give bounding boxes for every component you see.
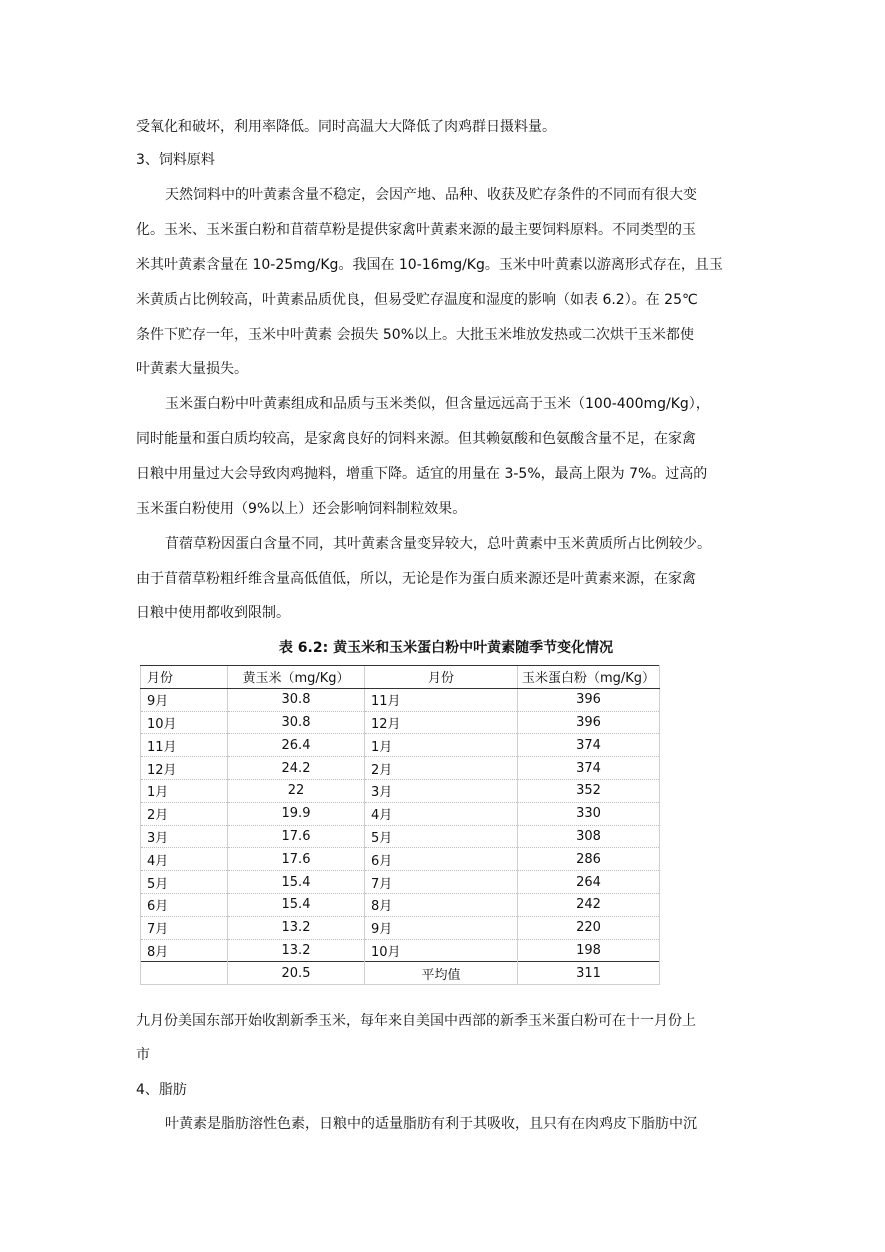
- table-row: [141, 962, 660, 985]
- table-cell: 311: [518, 962, 660, 985]
- table-cell: 5月: [365, 825, 518, 848]
- table-cell: 30.8: [228, 688, 365, 711]
- table-cell: 15.4: [228, 871, 365, 894]
- table-cell: 374: [518, 757, 660, 780]
- table-row: [141, 757, 660, 780]
- paragraph-line: 叶黄素大量损失。: [136, 361, 248, 377]
- paragraph-line: 市: [136, 1047, 150, 1063]
- table-cell: 4月: [141, 848, 228, 871]
- table-cell: 3月: [141, 825, 228, 848]
- table-cell: [141, 962, 228, 985]
- paragraph-line: 天然饲料中的叶黄素含量不稳定，会因产地、品种、收获及贮存条件的不同而有很大变: [165, 187, 697, 203]
- paragraph-line: 受氧化和破坏，利用率降低。同时高温大大降低了肉鸡群日摄料量。: [136, 119, 556, 135]
- table-row: [141, 939, 660, 962]
- table-cell: 7月: [141, 916, 228, 939]
- table-row: [141, 779, 660, 802]
- paragraph-line: 由于苜蓿草粉粗纤维含量高低值低，所以，无论是作为蛋白质来源还是叶黄素来源，在家禽: [136, 571, 696, 587]
- paragraph-line: 苜蓿草粉因蛋白含量不同，其叶黄素含量变异较大，总叶黄素中玉米黄质所占比例较少。: [165, 536, 711, 552]
- seasonal-lutein-table: [140, 665, 660, 985]
- table-cell: 396: [518, 688, 660, 711]
- table-row: [141, 916, 660, 939]
- table-header-cell: 黄玉米（mg/Kg）: [228, 666, 365, 689]
- table-cell: 8月: [365, 893, 518, 916]
- paragraph-line: 叶黄素是脂肪溶性色素，日粮中的适量脂肪有利于其吸收，且只有在肉鸡皮下脂肪中沉: [165, 1116, 697, 1132]
- paragraph-line: 米黄质占比例较高，叶黄素品质优良，但易受贮存温度和湿度的影响（如表 6.2）。在 25℃: [136, 292, 698, 308]
- table-cell: 20.5: [228, 962, 365, 985]
- table-cell: 22: [228, 779, 365, 802]
- table-cell: 13.2: [228, 939, 365, 962]
- section-heading-3: 3、饲料原料: [136, 152, 215, 168]
- table-cell: 9月: [141, 688, 228, 711]
- table-cell: 4月: [365, 802, 518, 825]
- table-cell: 6月: [365, 848, 518, 871]
- table-cell: 264: [518, 871, 660, 894]
- table-cell: 10月: [141, 711, 228, 734]
- paragraph-line: 玉米蛋白粉中叶黄素组成和品质与玉米类似，但含量远远高于玉米（100-400mg/Kg），: [165, 396, 710, 412]
- table-cell: 6月: [141, 893, 228, 916]
- table-row: [141, 688, 660, 711]
- table-row: [141, 711, 660, 734]
- table-cell: 17.6: [228, 825, 365, 848]
- table-row: [141, 848, 660, 871]
- table-cell: 24.2: [228, 757, 365, 780]
- table-cell: 19.9: [228, 802, 365, 825]
- paragraph-line: 化。玉米、玉米蛋白粉和苜蓿草粉是提供家禽叶黄素来源的最主要饲料原料。不同类型的玉: [136, 222, 696, 238]
- table-cell: 26.4: [228, 734, 365, 757]
- table-cell: 396: [518, 711, 660, 734]
- table-header-cell: 月份: [365, 666, 518, 689]
- table-cell: 1月: [141, 779, 228, 802]
- table-cell: 286: [518, 848, 660, 871]
- table-cell: 12月: [365, 711, 518, 734]
- table-cell: 5月: [141, 871, 228, 894]
- table-row: [141, 871, 660, 894]
- table-cell: 9月: [365, 916, 518, 939]
- table-cell: 198: [518, 939, 660, 962]
- table-row: [141, 893, 660, 916]
- table-cell: 11月: [365, 688, 518, 711]
- paragraph-line: 日粮中使用都收到限制。: [136, 605, 290, 621]
- table-cell: 3月: [365, 779, 518, 802]
- paragraph-line: 日粮中用量过大会导致肉鸡抛料，增重下降。适宜的用量在 3-5%，最高上限为 7%。过高的: [136, 466, 708, 482]
- table-cell: 2月: [365, 757, 518, 780]
- table-cell: 12月: [141, 757, 228, 780]
- table-header-cell: 玉米蛋白粉（mg/Kg）: [518, 666, 660, 689]
- table-cell: 15.4: [228, 893, 365, 916]
- table-cell: 11月: [141, 734, 228, 757]
- table-cell: 7月: [365, 871, 518, 894]
- paragraph-line: 米其叶黄素含量在 10-25mg/Kg。我国在 10-16mg/Kg。玉米中叶黄素以游离形式存在，且玉: [136, 257, 723, 273]
- table-row: [141, 802, 660, 825]
- table-cell: 374: [518, 734, 660, 757]
- table-cell: 220: [518, 916, 660, 939]
- section-heading-4: 4、脂肪: [136, 1082, 187, 1098]
- paragraph-line: 玉米蛋白粉使用（9%以上）还会影响饲料制粒效果。: [136, 501, 467, 517]
- table-cell: 13.2: [228, 916, 365, 939]
- table-header-row: [141, 666, 660, 689]
- table-cell: 17.6: [228, 848, 365, 871]
- table-cell: 330: [518, 802, 660, 825]
- table-cell: 308: [518, 825, 660, 848]
- table-cell: 242: [518, 893, 660, 916]
- table-row: [141, 734, 660, 757]
- table-header-cell: 月份: [141, 666, 228, 689]
- table-cell: 10月: [365, 939, 518, 962]
- table-row: [141, 825, 660, 848]
- table-cell: 30.8: [228, 711, 365, 734]
- table-cell: 2月: [141, 802, 228, 825]
- paragraph-line: 条件下贮存一年，玉米中叶黄素 会损失 50%以上。大批玉米堆放发热或二次烘干玉米都使: [136, 327, 695, 343]
- table-cell: 8月: [141, 939, 228, 962]
- table-cell: 352: [518, 779, 660, 802]
- table-cell: 平均值: [365, 962, 518, 985]
- table-caption: 表 6.2: 黄玉米和玉米蛋白粉中叶黄素随季节变化情况: [278, 640, 614, 656]
- paragraph-line: 同时能量和蛋白质均较高，是家禽良好的饲料来源。但其赖氨酸和色氨酸含量不足，在家禽: [136, 431, 696, 447]
- table-cell: 1月: [365, 734, 518, 757]
- paragraph-line: 九月份美国东部开始收割新季玉米，每年来自美国中西部的新季玉米蛋白粉可在十一月份上: [136, 1013, 696, 1029]
